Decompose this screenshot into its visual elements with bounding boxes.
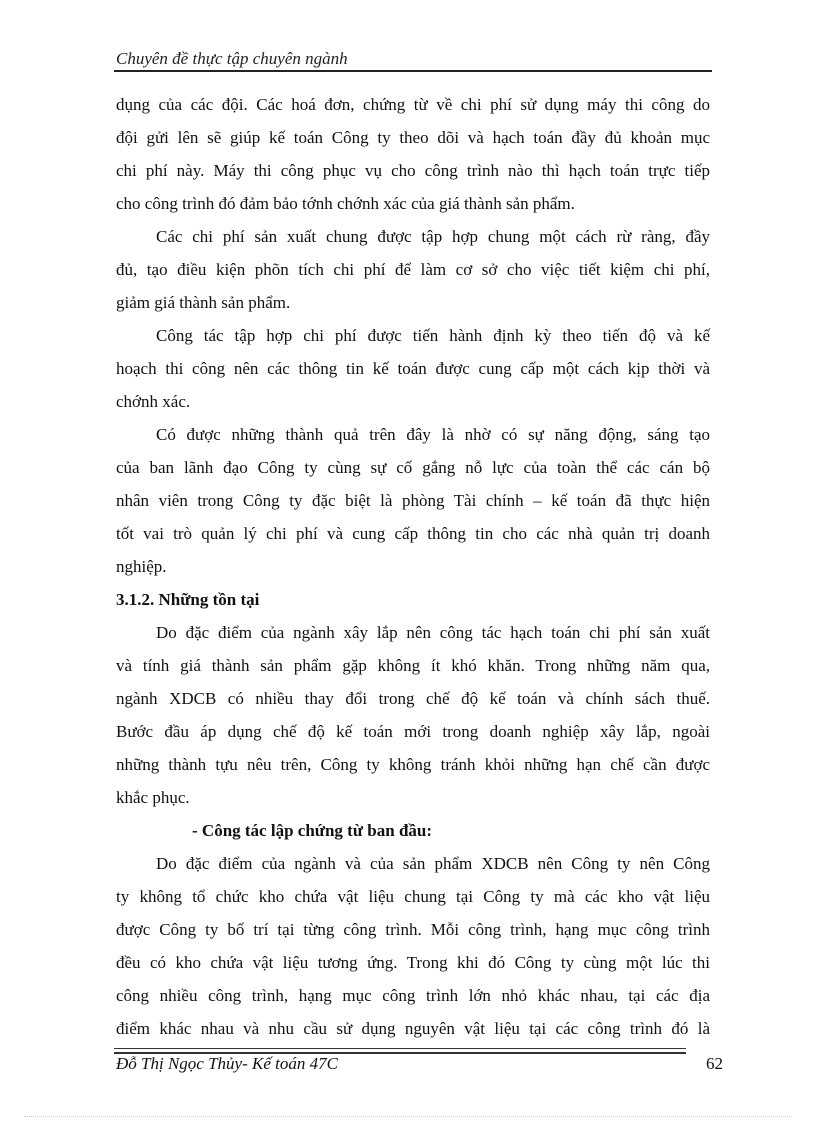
document-body (116, 88, 710, 1045)
paragraph-line: Có được những thành quả trên đây là nhờ có sự năng động, sáng tạo (156, 425, 710, 444)
paragraph-line: Do đặc điểm của ngành xây lắp nên công tác hạch toán chi phí sản xuất (156, 623, 710, 642)
paragraph-line: Do đặc điểm của ngành và của sản phẩm XDCB nên Công ty nên Công (156, 854, 710, 873)
paragraph-line: nghiệp. (116, 557, 167, 576)
paragraph-line: đội gửi lên sẽ giúp kế toán Công ty theo dõi và hạch toán đầy đủ khoản mục (116, 128, 710, 147)
paragraph-line: cho công trình đó đảm bảo tớnh chớnh xác của giá thành sản phẩm. (116, 194, 575, 213)
paragraph-line: và tính giá thành sản phẩm gặp không ít khó khăn. Trong những năm qua, (116, 656, 710, 675)
paragraph-line: ty không tổ chức kho chứa vật liệu chung tại Công ty mà các kho vật liệu (116, 887, 710, 906)
section-heading: 3.1.2. Những tồn tại (116, 590, 260, 609)
paragraph-line: Bước đầu áp dụng chế độ kế toán mới trong doanh nghiệp xây lắp, ngoài (116, 722, 710, 741)
paragraph-line: nhân viên trong Công ty đặc biệt là phòng Tài chính – kế toán đã thực hiện (116, 491, 710, 510)
footer-divider-thin (114, 1048, 686, 1049)
paragraph-line: những thành tựu nêu trên, Công ty không tránh khỏi những hạn chế cần được (116, 755, 710, 774)
paragraph-line: ngành XDCB có nhiều thay đổi trong chế độ kế toán và chính sách thuế. (116, 689, 710, 708)
paragraph-line: giảm giá thành sản phẩm. (116, 293, 291, 312)
paragraph-line: Công tác tập hợp chi phí được tiến hành định kỳ theo tiến độ và kế (156, 326, 710, 345)
paragraph-line: khắc phục. (116, 788, 190, 807)
footer-author: Đỗ Thị Ngọc Thủy- Kế toán 47C (116, 1054, 338, 1073)
paragraph-line: điểm khác nhau và nhu cầu sử dụng nguyên vật liệu tại các công trình đó là (116, 1019, 710, 1038)
paragraph-line: đủ, tạo điều kiện phõn tích chi phí để làm cơ sở cho việc tiết kiệm chi phí, (116, 260, 710, 279)
paragraph-line: chi phí này. Máy thi công phục vụ cho công trình nào thì hạch toán trực tiếp (116, 161, 710, 180)
paragraph-line: đều có kho chứa vật liệu tương ứng. Trong khi đó Công ty cùng một lúc thi (116, 953, 710, 972)
paragraph-line: Các chi phí sản xuất chung được tập hợp chung một cách rừ ràng, đầy (156, 227, 710, 246)
page-number: 62 (706, 1054, 723, 1073)
paragraph-line: tốt vai trò quản lý chi phí và cung cấp thông tin cho các nhà quản trị doanh (116, 524, 710, 543)
paragraph-line: hoạch thi công nên các thông tin kế toán được cung cấp một cách kịp thời và (116, 359, 710, 378)
page-edge-divider (24, 1116, 792, 1117)
paragraph-line: chớnh xác. (116, 392, 191, 411)
paragraph-line: được Công ty bố trí tại từng công trình. Mỗi công trình, hạng mục công trình (116, 920, 710, 939)
header-title: Chuyên đề thực tập chuyên ngành (116, 49, 348, 68)
header-divider (114, 70, 712, 72)
paragraph-line: dụng của các đội. Các hoá đơn, chứng từ về chi phí sử dụng máy thi công do (116, 95, 710, 114)
bullet-heading: - Công tác lập chứng từ ban đầu: (192, 821, 433, 840)
paragraph-line: công nhiều công trình, hạng mục công trình lớn nhỏ khác nhau, tại các địa (116, 986, 710, 1005)
paragraph-line: của ban lãnh đạo Công ty cùng sự cố gắng nỗ lực của toàn thể các cán bộ (116, 458, 710, 477)
